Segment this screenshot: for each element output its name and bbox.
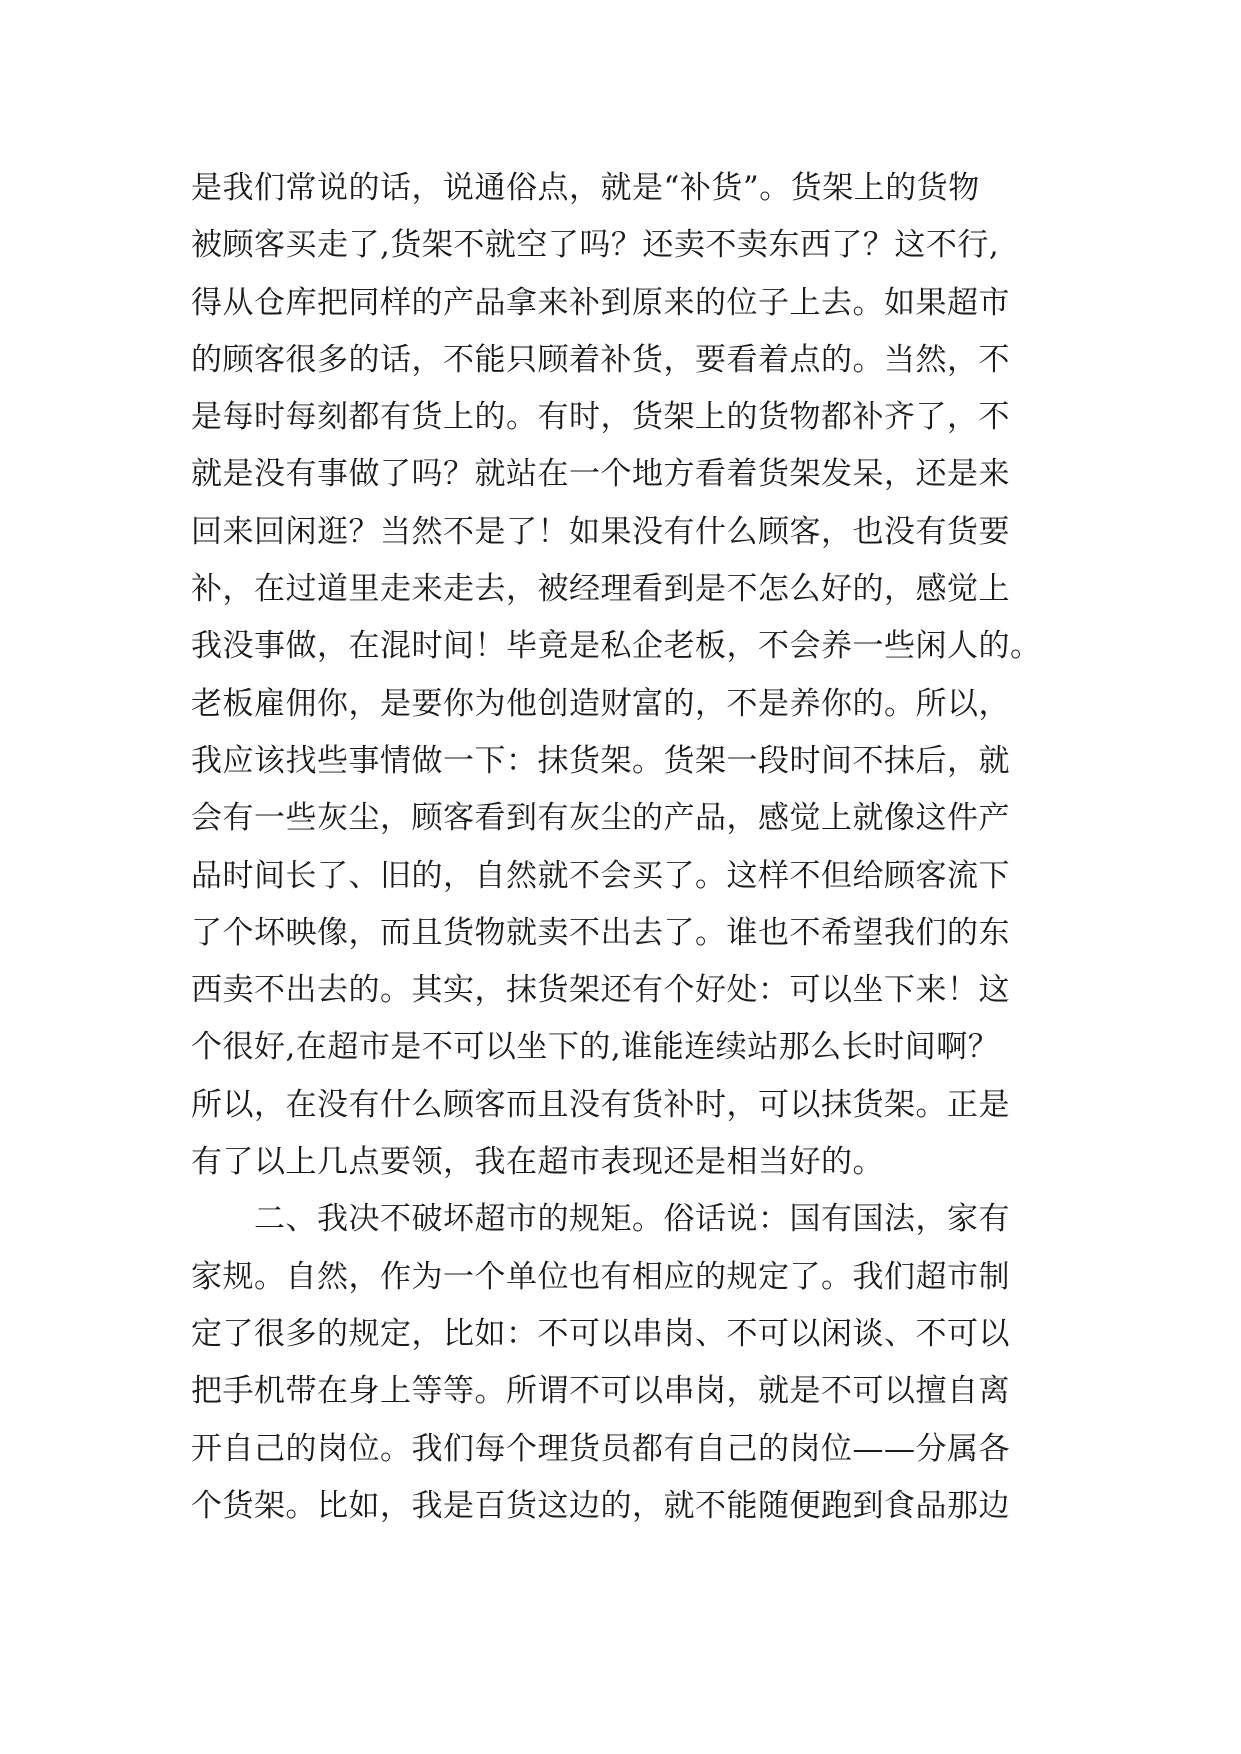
text-line: 品时间长了、旧的，自然就不会买了。这样不但给顾客流下 <box>191 857 1010 894</box>
body-text <box>191 160 1061 1535</box>
text-line: 得从仓库把同样的产品拿来补到原来的位子上去。如果超市 <box>191 284 1010 321</box>
text-line: 就是没有事做了吗？就站在一个地方看着货架发呆，还是来 <box>191 456 1010 493</box>
text-line: 是我们常说的话，说通俗点，就是“补货”。货架上的货物 <box>191 170 980 206</box>
text-line: 开自己的岗位。我们每个理货员都有自己的岗位——分属各 <box>191 1430 1010 1467</box>
text-line: 我应该找些事情做一下：抹货架。货架一段时间不抹后，就 <box>191 742 1010 779</box>
text-line: 我没事做，在混时间！毕竟是私企老板，不会养一些闲人的。 <box>191 628 1042 665</box>
text-line: 的顾客很多的话，不能只顾着补货，要看着点的。当然，不 <box>191 341 1010 378</box>
text-line: 所以，在没有什么顾客而且没有货补时，可以抹货架。正是 <box>191 1086 1010 1123</box>
text-line: 个很好,在超市是不可以坐下的,谁能连续站那么长时间啊？ <box>191 1029 1000 1066</box>
text-line: 会有一些灰尘，顾客看到有灰尘的产品，感觉上就像这件产 <box>191 800 1010 837</box>
text-line: 被顾客买走了,货架不就空了吗？还卖不卖东西了？这不行, <box>191 227 1000 264</box>
text-line: 个货架。比如，我是百货这边的，就不能随便跑到食品那边 <box>191 1487 1010 1524</box>
text-line: 家规。自然，作为一个单位也有相应的规定了。我们超市制 <box>191 1258 1010 1295</box>
text-line: 回来回闲逛？当然不是了！如果没有什么顾客，也没有货要 <box>191 513 1010 550</box>
paragraph-start-line: 二、我决不破坏超市的规矩。俗话说：国有国法，家有 <box>254 1201 1010 1238</box>
text-line: 补，在过道里走来走去，被经理看到是不怎么好的，感觉上 <box>191 571 1010 608</box>
text-line: 定了很多的规定，比如：不可以串岗、不可以闲谈、不可以 <box>191 1315 1010 1352</box>
text-line: 了个坏映像，而且货物就卖不出去了。谁也不希望我们的东 <box>191 914 1010 951</box>
text-line: 把手机带在身上等等。所谓不可以串岗，就是不可以擅自离 <box>191 1373 1010 1410</box>
text-line: 老板雇佣你，是要你为他创造财富的，不是养你的。所以， <box>191 685 1010 722</box>
text-line: 是每时每刻都有货上的。有时，货架上的货物都补齐了，不 <box>191 399 1010 436</box>
text-line: 西卖不出去的。其实，抹货架还有个好处：可以坐下来！这 <box>191 972 1010 1009</box>
text-line: 有了以上几点要领，我在超市表现还是相当好的。 <box>191 1144 884 1181</box>
